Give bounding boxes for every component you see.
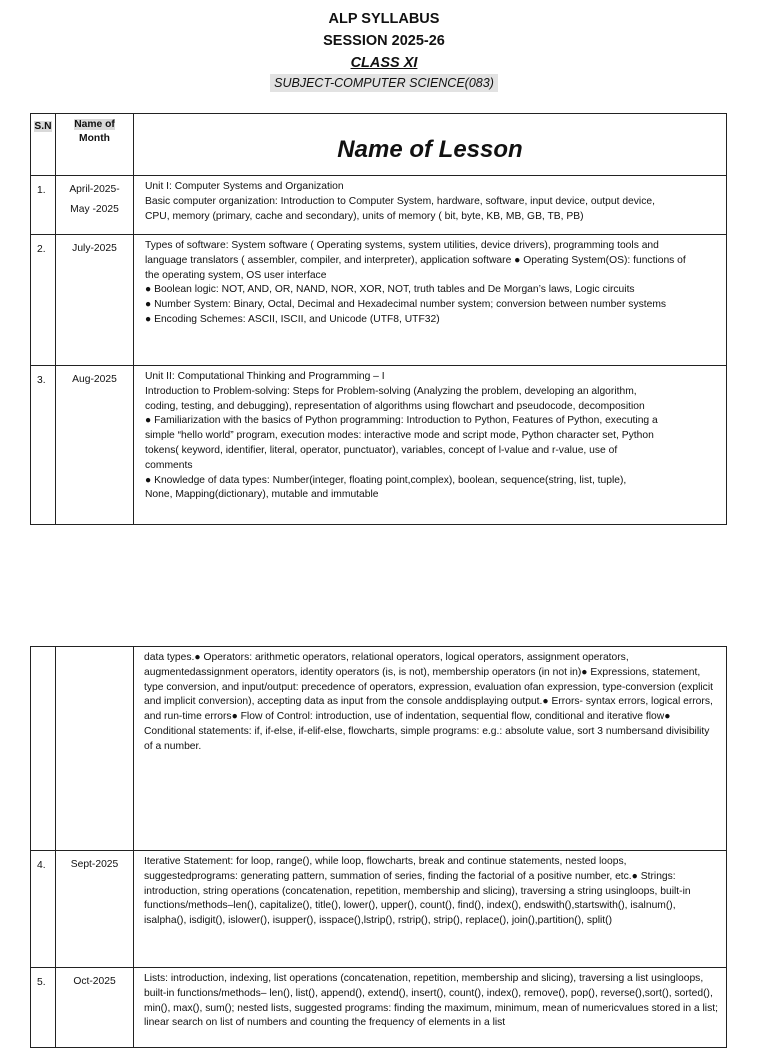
sn-header: S.N	[31, 114, 56, 176]
lesson-line: CPU, memory (primary, cache and secondary), units of memory ( bit, byte, KB, MB, GB, TB, PB)	[145, 210, 584, 222]
lesson-line: an expression, type-conversion (explicit and implicit conversion), accepting data as input from the console and	[144, 681, 713, 708]
lesson-line: programs: generating pattern, summation of series, finding the factorial of a positive number, etc.	[191, 870, 632, 882]
lesson-cell	[134, 647, 727, 851]
table-row	[31, 235, 727, 366]
lesson-line: ● Flow of Control: introduction, use of indentation, sequential flow, conditional and iterative flow	[231, 711, 665, 723]
lesson-line: values stored in a list; linear search on list of numbers and counting the frequency of elements in a list	[144, 1002, 718, 1029]
lesson-line: ● Strings: introduction, string operations (concatenation, repetition, membership and slicing), traversing a string using	[144, 870, 676, 897]
serial-number-cell: 4.	[31, 851, 56, 968]
lesson-line: partition(), split()	[537, 915, 613, 927]
lesson-line: coding, testing, and debugging), representation of algorithms using flowchart and pseudocode, decomposition	[145, 400, 645, 412]
month-cell	[56, 647, 134, 851]
lesson-line: tokens( keyword, identifier, literal, operator, punctuator), variables, concept of l-value and r-value, use of	[145, 444, 618, 456]
month-line: Oct-2025	[73, 976, 116, 987]
lesson-line: Introduction to Problem-solving: Steps for Problem-solving (Analyzing the problem, developing an algorithm,	[145, 385, 637, 397]
table-row	[31, 366, 727, 525]
lesson-line: ● Errors- syntax errors, logical errors, and run-time errors	[144, 696, 713, 723]
lesson-line: and divisibility of a number.	[144, 725, 710, 752]
lesson-cell	[134, 851, 727, 968]
serial-number-cell: 2.	[31, 235, 56, 366]
serial-number-cell: 5.	[31, 968, 56, 1048]
month-line: July-2025	[72, 243, 117, 254]
lesson-line: Lists: introduction, indexing, list operations (concatenation, repetition, membership and slicing), traversing a list using	[144, 973, 676, 984]
month-cell	[56, 366, 134, 525]
class-title: CLASS XI	[350, 55, 418, 71]
lesson-line: comments	[145, 459, 193, 471]
month-cell	[56, 176, 134, 235]
lesson-line: ● Expressions, statement, type conversion, and input/output: precedence of operators, expression, evaluation of	[144, 666, 701, 693]
month-cell	[56, 851, 134, 968]
table-row	[31, 968, 727, 1048]
syllabus-title: ALP SYLLABUS	[328, 11, 440, 27]
table-row	[31, 851, 727, 968]
syllabus-table-continued	[30, 646, 727, 1048]
table-row	[31, 647, 727, 851]
lesson-line: assignment operators, identity operators (is, is not), membership operators (in not in)	[195, 666, 582, 678]
document-header	[0, 8, 768, 92]
lesson-header: Name of Lesson	[134, 114, 727, 176]
subject-title: SUBJECT-COMPUTER SCIENCE(083)	[270, 74, 498, 92]
serial-number-cell: 3.	[31, 366, 56, 525]
lesson-line: Unit I: Computer Systems and Organization	[145, 181, 344, 192]
lesson-line: ● Encoding Schemes: ASCII, ISCII, and Unicode (UTF8, UTF32)	[145, 313, 440, 325]
lesson-line: simple “hello world” program, execution modes: interactive mode and script mode, Python character set, Python	[145, 430, 654, 442]
serial-number-cell: 1.	[31, 176, 56, 235]
lesson-line: language translators ( assembler, compiler, and interpreter), application software ● Operating System(OS): functions of	[145, 254, 686, 266]
lesson-line: the operating system, OS user interface	[145, 269, 327, 281]
month-line: Aug-2025	[72, 374, 117, 385]
session-title: SESSION 2025-26	[323, 33, 445, 49]
lesson-line: ● Number System: Binary, Octal, Decimal and Hexadecimal number system; conversion between number systems	[145, 299, 667, 311]
serial-number-cell	[31, 647, 56, 851]
lesson-line: loops, built-in functions/methods– len(), list(), append(), extend(), insert(), count(), index(), remove(), pop(), reverse(),	[144, 973, 704, 999]
lesson-line: sort(), sorted(), min(), max(), sum(); nested lists, suggested programs: finding the maximum, minimum, mean of numeric	[144, 987, 713, 1014]
month-cell	[56, 235, 134, 366]
month-line: Sept-2025	[70, 859, 119, 870]
month-header: Name of Month	[56, 114, 134, 176]
month-line: May -2025	[70, 204, 119, 215]
lesson-cell	[134, 366, 727, 525]
lesson-cell	[134, 235, 727, 366]
table-row	[31, 176, 727, 235]
lesson-line: None, Mapping(dictionary), mutable and immutable	[145, 489, 379, 501]
syllabus-table-top	[30, 113, 727, 525]
lesson-line: Basic computer organization: Introduction to Computer System, hardware, software, input device, output device,	[145, 195, 655, 207]
lesson-line: displaying output.	[462, 696, 543, 708]
lesson-line: ● Familiarization with the basics of Python programming: Introduction to Python, Features of Python, executing a	[145, 415, 658, 427]
lesson-line: Unit II: Computational Thinking and Programming – I	[145, 371, 385, 382]
lesson-line: Types of software: System software ( Operating systems, system utilities, device drivers), programming tools and	[145, 240, 659, 251]
month-cell	[56, 968, 134, 1048]
lesson-line: ● Knowledge of data types: Number(integer, floating point,complex), boolean, sequence(string, list, tuple),	[145, 474, 627, 486]
lesson-line: ● Conditional statements: if, if-else, if-elif-else, flowcharts, simple programs: e.g.: absolute value, sort 3 numbers	[144, 711, 671, 737]
table-header-row	[31, 114, 727, 176]
month-line: April-2025-	[69, 184, 120, 195]
lesson-line: data types.	[144, 652, 195, 663]
lesson-cell	[134, 176, 727, 235]
lesson-line: startswith(), isalnum(), isalpha(), isdigit(), islower(), isupper(), isspace(),lstrip(), rstrip(), strip(), replace(), join(),	[144, 900, 676, 927]
lesson-line: loops, built-in functions/methods–len(), capitalize(), title(), lower(), upper(), count(), find(), index(), endswith(),	[144, 885, 691, 912]
lesson-line: ● Boolean logic: NOT, AND, OR, NAND, NOR, XOR, NOT, truth tables and De Morgan’s laws, Logic circuits	[145, 284, 635, 296]
lesson-line: Iterative Statement: for loop, range(), while loop, flowcharts, break and continue statements, nested loops, suggested	[144, 856, 627, 882]
lesson-line: ● Operators: arithmetic operators, relational operators, logical operators, assignment operators, augmented	[144, 652, 629, 678]
lesson-cell	[134, 968, 727, 1048]
